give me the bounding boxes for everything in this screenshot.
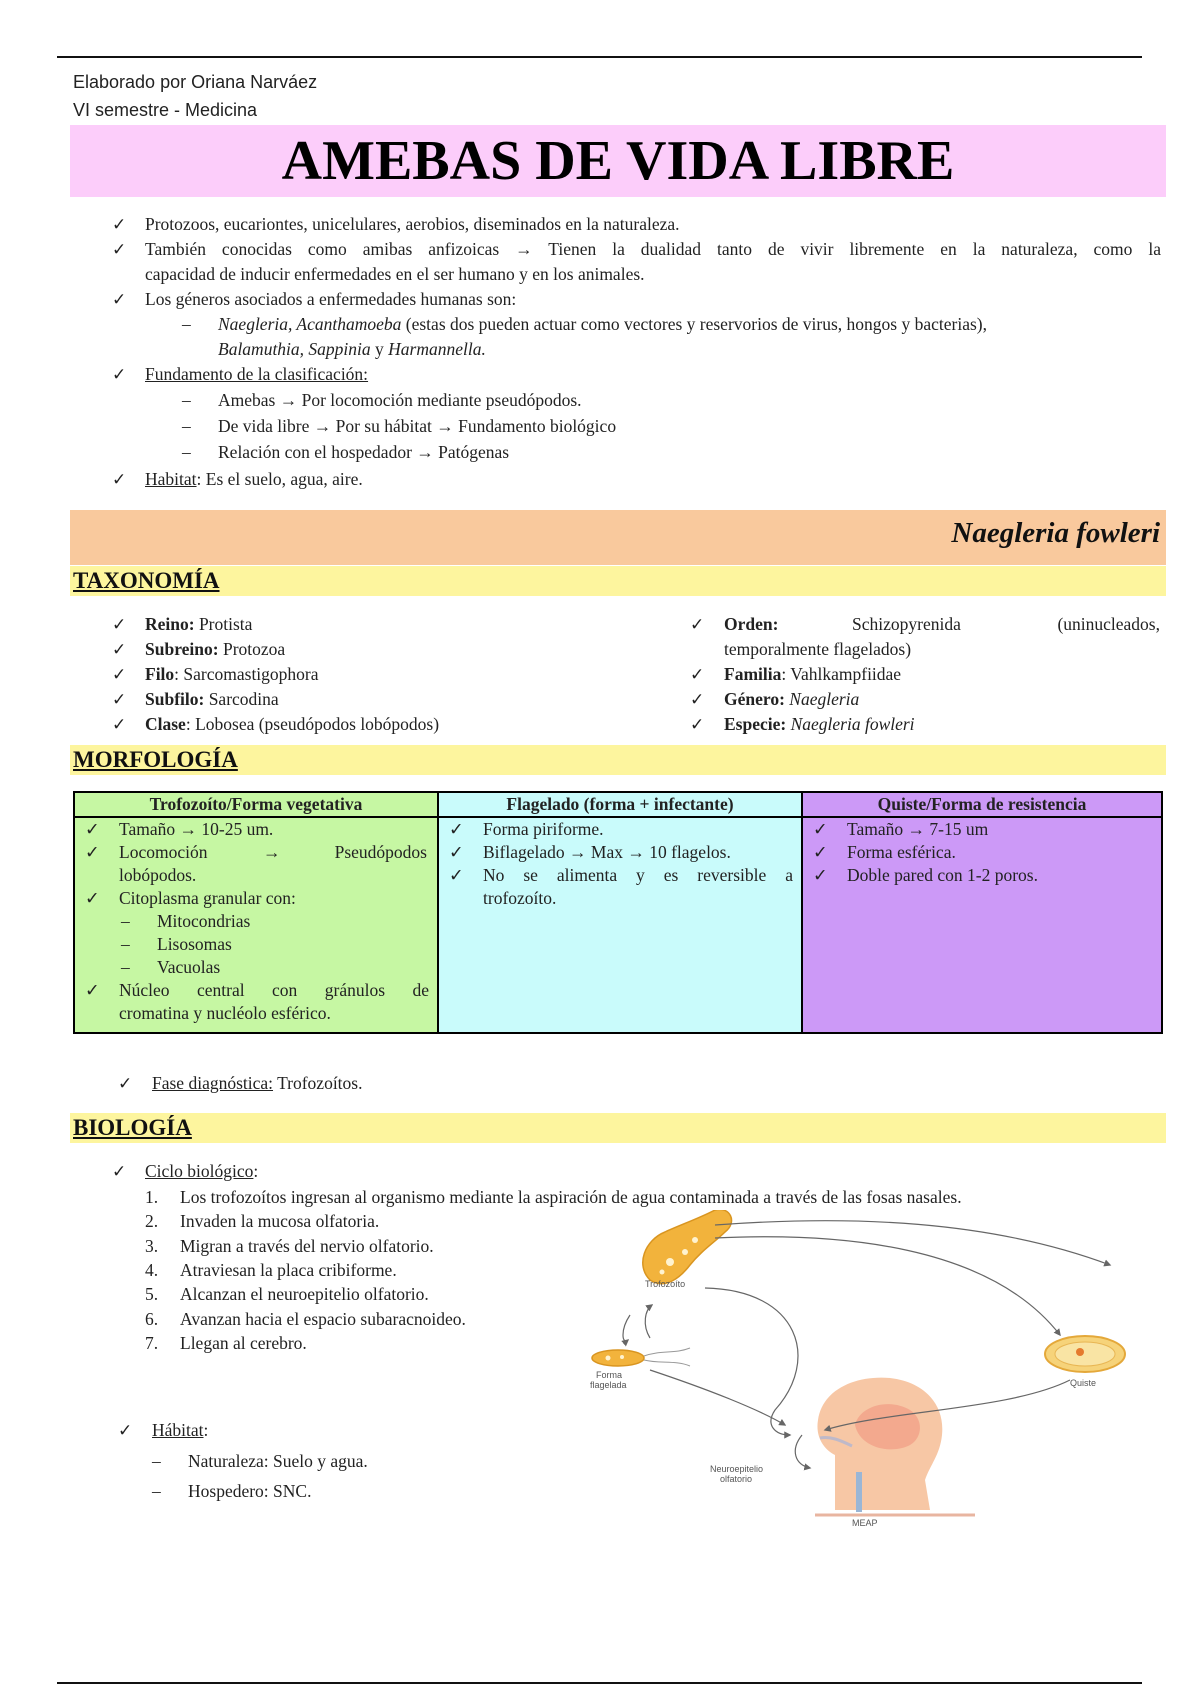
habitat-line bbox=[145, 467, 363, 492]
check-icon: ✓ bbox=[449, 819, 464, 839]
check-icon: ✓ bbox=[112, 290, 127, 309]
flag-feeding: No se alimenta y es reversible a bbox=[483, 865, 793, 885]
intro-bullet-2-line1: También conocidas como amibas anfizoicas → Tienen la dualidad tanto de vivir libremente en la naturaleza, como la bbox=[145, 239, 1161, 259]
tax-left-label: Clase bbox=[145, 714, 186, 734]
step-number: 3. bbox=[145, 1236, 159, 1256]
cyst-illustration bbox=[1045, 1336, 1125, 1372]
troph-nucleus-2: cromatina y nucléolo esférico. bbox=[119, 1003, 331, 1023]
tax-left-value: Protozoa bbox=[218, 639, 286, 659]
tax-orden-label: Orden: bbox=[724, 614, 779, 634]
dash-marker: – bbox=[121, 911, 130, 931]
check-icon: ✓ bbox=[118, 1421, 133, 1440]
check-icon: ✓ bbox=[112, 665, 127, 684]
check-icon: ✓ bbox=[813, 819, 828, 839]
habitat-text: : Es el suelo, agua, aire. bbox=[196, 469, 363, 489]
genera-names-1: Naegleria, Acanthamoeba bbox=[218, 314, 402, 334]
morphology-table bbox=[73, 791, 1163, 1034]
dash-marker: – bbox=[182, 390, 191, 410]
label-quiste: Quiste bbox=[1070, 1378, 1097, 1388]
troph-organelle-2: Lisosomas bbox=[157, 934, 232, 954]
genera-names-3: Harmannella. bbox=[388, 339, 486, 359]
step-number: 6. bbox=[145, 1309, 159, 1329]
taxonomy-section-header bbox=[70, 566, 1166, 596]
habitat-heading-colon: : bbox=[203, 1420, 209, 1440]
classification-item-2: De vida libre → Por su hábitat → Fundamento biológico bbox=[218, 416, 617, 436]
morphology-title: MORFOLOGÍA bbox=[73, 747, 238, 772]
cycle-step: Los trofozoítos ingresan al organismo mediante la aspiración de agua contaminada a través de las fosas nasales. bbox=[180, 1187, 962, 1207]
intro-bullet-1: Protozoos, eucariontes, unicelulares, aerobios, diseminados en la naturaleza. bbox=[145, 214, 680, 234]
check-icon: ✓ bbox=[813, 842, 828, 862]
check-icon: ✓ bbox=[690, 615, 705, 634]
tax-familia bbox=[724, 662, 901, 687]
col-header-cyst: Quiste/Forma de resistencia bbox=[802, 792, 1162, 817]
col-header-flagellate: Flagelado (forma + infectante) bbox=[438, 792, 802, 817]
check-icon: ✓ bbox=[85, 980, 100, 1000]
check-icon: ✓ bbox=[112, 715, 127, 734]
check-icon: ✓ bbox=[85, 819, 100, 839]
check-icon: ✓ bbox=[112, 690, 127, 709]
genera-note: (estas dos pueden actuar como vectores y reservorios de virus, hongos y bacterias), bbox=[401, 314, 987, 334]
troph-organelle-1: Mitocondrias bbox=[157, 911, 251, 931]
dash-marker: – bbox=[182, 314, 191, 334]
check-icon: ✓ bbox=[85, 888, 100, 908]
label-olfatorio: olfatorio bbox=[720, 1474, 753, 1484]
tax-left-item bbox=[145, 687, 279, 712]
tax-left-value: Sarcodina bbox=[204, 689, 279, 709]
dash-marker: – bbox=[121, 957, 130, 977]
habitat-heading bbox=[152, 1418, 208, 1443]
tax-left-label: Reino: bbox=[145, 614, 195, 634]
cycle-step: Avanzan hacia el espacio subaracnoideo. bbox=[180, 1309, 466, 1329]
tax-especie bbox=[724, 712, 915, 737]
label-flagelada: flagelada bbox=[590, 1380, 627, 1390]
diagnostic-label: Fase diagnóstica: bbox=[152, 1073, 274, 1093]
cyst-wall: Doble pared con 1-2 poros. bbox=[847, 865, 1038, 885]
dash-marker: – bbox=[152, 1481, 161, 1501]
check-icon: ✓ bbox=[690, 690, 705, 709]
tax-left-item bbox=[145, 612, 252, 637]
tax-genero-label: Género: bbox=[724, 689, 785, 709]
cycle-step: Llegan al cerebro. bbox=[180, 1333, 307, 1353]
label-neuroepitelio: Neuroepitelio bbox=[710, 1464, 764, 1474]
intro-bullet-3: Los géneros asociados a enfermedades humanas son: bbox=[145, 289, 517, 309]
habitat-label: Habitat bbox=[145, 469, 197, 489]
tax-especie-label: Especie: bbox=[724, 714, 787, 734]
check-icon: ✓ bbox=[112, 470, 127, 489]
dash-marker: – bbox=[152, 1451, 161, 1471]
genera-names-2: Balamuthia, Sappinia bbox=[218, 339, 371, 359]
check-icon: ✓ bbox=[85, 842, 100, 862]
bottom-rule bbox=[57, 1682, 1142, 1684]
classification-item-3: Relación con el hospedador → Patógenas bbox=[218, 442, 510, 462]
genera-y: y bbox=[370, 339, 389, 359]
cycle-heading bbox=[145, 1159, 258, 1184]
troph-locomotion-arrow: → bbox=[263, 842, 281, 862]
top-rule bbox=[57, 56, 1142, 58]
cycle-step: Atraviesan la placa cribiforme. bbox=[180, 1260, 397, 1280]
diagnostic-text: Trofozoítos. bbox=[273, 1073, 363, 1093]
check-icon: ✓ bbox=[112, 215, 127, 234]
cell-cyst bbox=[802, 817, 1162, 1033]
tax-orden bbox=[724, 612, 1160, 637]
cell-flagellate bbox=[438, 817, 802, 1033]
step-number: 7. bbox=[145, 1333, 159, 1353]
flagellate-illustration bbox=[592, 1348, 690, 1366]
check-icon: ✓ bbox=[449, 865, 464, 885]
tax-left-value: Protista bbox=[194, 614, 253, 634]
step-number: 2. bbox=[145, 1211, 159, 1231]
check-icon: ✓ bbox=[112, 240, 127, 259]
tax-familia-label: Familia bbox=[724, 664, 782, 684]
cycle-label: Ciclo biológico bbox=[145, 1161, 254, 1181]
biology-title: BIOLOGÍA bbox=[73, 1115, 192, 1140]
tax-orden-value: Schizopyrenida bbox=[852, 614, 961, 634]
check-icon: ✓ bbox=[118, 1074, 133, 1093]
biology-section-header bbox=[70, 1113, 1166, 1143]
check-icon: ✓ bbox=[112, 1162, 127, 1181]
species-title: Naegleria fowleri bbox=[951, 517, 1160, 549]
check-icon: ✓ bbox=[449, 842, 464, 862]
head-illustration bbox=[815, 1378, 975, 1515]
cycle-step: Invaden la mucosa olfatoria. bbox=[180, 1211, 380, 1231]
tax-left-label: Subfilo: bbox=[145, 689, 205, 709]
check-icon: ✓ bbox=[690, 715, 705, 734]
classification-heading: Fundamento de la clasificación: bbox=[145, 364, 369, 384]
tax-genero bbox=[724, 687, 859, 712]
flag-feeding-2: trofozoíto. bbox=[483, 888, 557, 908]
classification-item-1: Amebas → Por locomoción mediante pseudópodos. bbox=[218, 390, 582, 410]
check-icon: ✓ bbox=[112, 365, 127, 384]
troph-nucleus: Núcleo central con gránulos de bbox=[119, 980, 429, 1000]
tax-orden-note-2: temporalmente flagelados) bbox=[724, 639, 912, 659]
troph-locomotion: Locomoción bbox=[119, 842, 208, 862]
troph-locomotion-type: Pseudópodos bbox=[334, 842, 427, 862]
cyst-size: Tamaño → 7-15 um bbox=[847, 819, 989, 839]
tax-left-value: : Sarcomastigophora bbox=[174, 664, 319, 684]
tax-familia-value: : Vahlkampfiidae bbox=[781, 664, 902, 684]
dash-marker: – bbox=[121, 934, 130, 954]
tax-left-item bbox=[145, 662, 319, 687]
page-title: AMEBAS DE VIDA LIBRE bbox=[70, 125, 1166, 197]
label-trofozoito: Trofozoíto bbox=[645, 1279, 686, 1289]
taxonomy-title: TAXONOMÍA bbox=[73, 568, 220, 593]
step-number: 4. bbox=[145, 1260, 159, 1280]
genera-line-2 bbox=[218, 337, 486, 362]
intro-bullet-2-line2: capacidad de inducir enfermedades en el ser humano y en los animales. bbox=[145, 264, 645, 284]
cycle-step: Alcanzan el neuroepitelio olfatorio. bbox=[180, 1284, 429, 1304]
tax-especie-value: Naegleria fowleri bbox=[790, 714, 915, 734]
tax-left-item bbox=[145, 712, 439, 737]
genera-line-1 bbox=[218, 312, 1161, 337]
tax-genero-value: Naegleria bbox=[789, 689, 860, 709]
tax-left-value: : Lobosea (pseudópodos lobópodos) bbox=[185, 714, 440, 734]
cell-trophozoite bbox=[74, 817, 438, 1033]
author-line: Elaborado por Oriana Narváez bbox=[73, 72, 318, 92]
dash-marker: – bbox=[182, 442, 191, 462]
check-icon: ✓ bbox=[690, 665, 705, 684]
step-number: 5. bbox=[145, 1284, 159, 1304]
cycle-colon: : bbox=[253, 1161, 259, 1181]
label-forma: Forma bbox=[596, 1370, 623, 1380]
troph-cytoplasm: Citoplasma granular con: bbox=[119, 888, 296, 908]
life-cycle-figure bbox=[590, 1210, 1150, 1530]
diagnostic-line bbox=[152, 1071, 362, 1096]
check-icon: ✓ bbox=[813, 865, 828, 885]
tax-left-label: Subreino: bbox=[145, 639, 219, 659]
tax-left-item bbox=[145, 637, 285, 662]
habitat-heading-label: Hábitat bbox=[152, 1420, 204, 1440]
troph-locomotion-2: lobópodos. bbox=[119, 865, 197, 885]
habitat-item-2: Hospedero: SNC. bbox=[188, 1481, 312, 1501]
semester-line: VI semestre - Medicina bbox=[73, 100, 258, 120]
troph-size: Tamaño → 10-25 um. bbox=[119, 819, 274, 839]
troph-organelle-3: Vacuolas bbox=[157, 957, 221, 977]
flag-shape: Forma piriforme. bbox=[483, 819, 604, 839]
morphology-section-header bbox=[70, 745, 1166, 775]
label-meap: MEAP bbox=[852, 1518, 878, 1528]
col-header-trophozoite: Trofozoíto/Forma vegetativa bbox=[74, 792, 438, 817]
tax-orden-note: (uninucleados, bbox=[1057, 614, 1160, 634]
dash-marker: – bbox=[182, 416, 191, 436]
check-icon: ✓ bbox=[112, 640, 127, 659]
cyst-shape: Forma esférica. bbox=[847, 842, 956, 862]
cycle-step: Migran a través del nervio olfatorio. bbox=[180, 1236, 434, 1256]
trophozoite-illustration bbox=[643, 1210, 732, 1284]
tax-left-label: Filo bbox=[145, 664, 175, 684]
species-banner bbox=[70, 510, 1166, 565]
step-number: 1. bbox=[145, 1187, 159, 1207]
check-icon: ✓ bbox=[112, 615, 127, 634]
habitat-item-1: Naturaleza: Suelo y agua. bbox=[188, 1451, 368, 1471]
flag-flagella: Biflagelado → Max → 10 flagelos. bbox=[483, 842, 731, 862]
